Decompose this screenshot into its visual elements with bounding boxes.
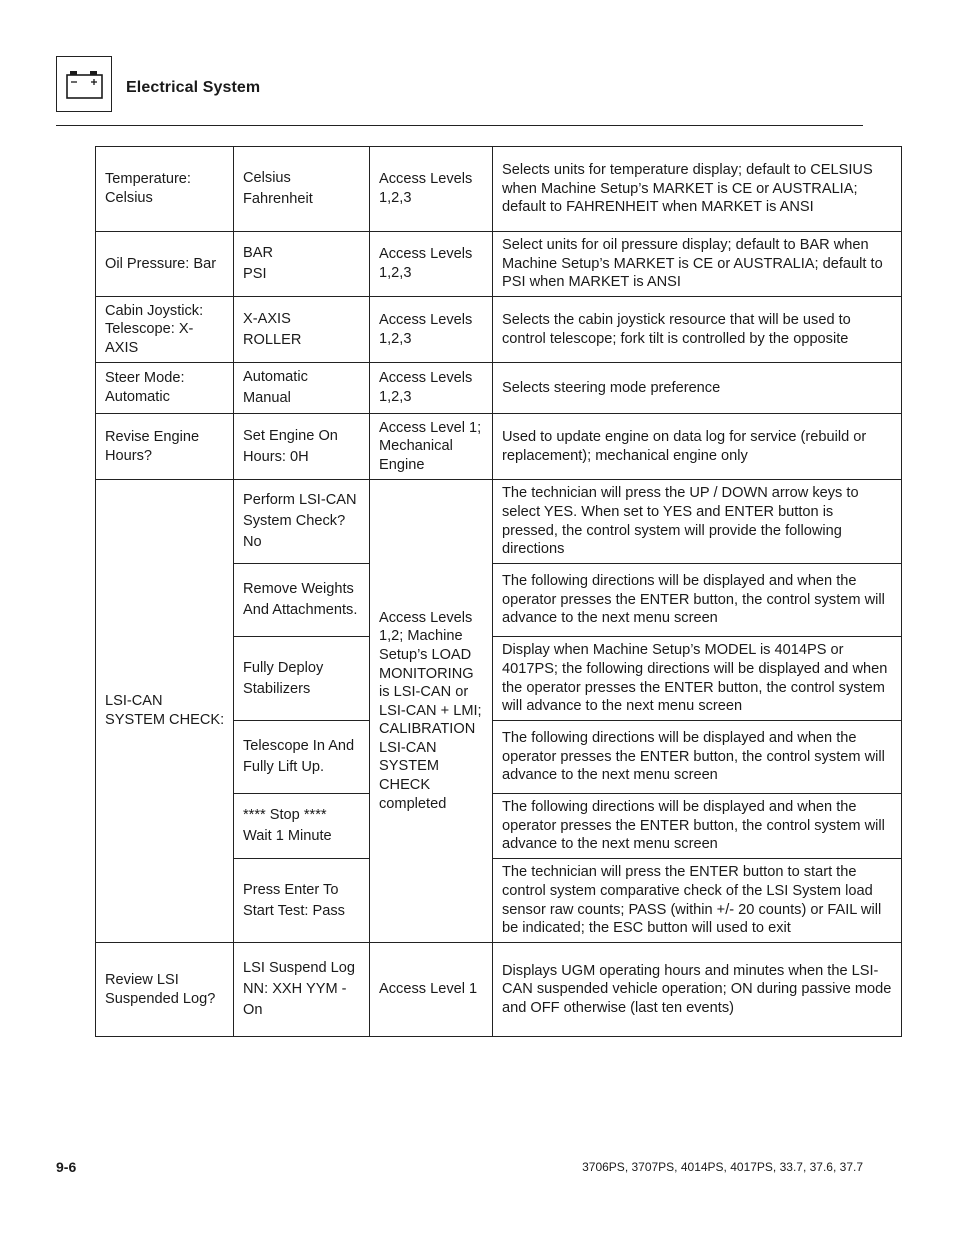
menu-item-cell: Temperature: Celsius: [96, 147, 234, 232]
option-text: BAR: [243, 245, 274, 261]
options-cell: [234, 363, 370, 414]
description-cell: Selects the cabin joystick resource that will be used to control telescope; fork tilt is controlled by the opposite: [493, 297, 902, 363]
table-row: [96, 363, 902, 414]
access-cell: Access Level 1: [370, 943, 493, 1037]
description-cell: Used to update engine on data log for service (rebuild or replacement); mechanical engine only: [493, 414, 902, 480]
option-text: Automatic: [243, 369, 308, 385]
option-text: PSI: [243, 266, 267, 282]
option-text: Celsius: [243, 170, 291, 186]
options-cell: Press Enter To Start Test: Pass: [234, 859, 370, 943]
option-text: Fahrenheit: [243, 191, 313, 207]
access-cell: Access Levels 1,2,3: [370, 232, 493, 297]
options-cell: [234, 147, 370, 232]
description-cell: Display when Machine Setup’s MODEL is 4014PS or 4017PS; the following directions will be displayed and when the operator presses the ENTER button, the control system will advance to the next menu screen: [493, 637, 902, 721]
access-cell: Access Levels 1,2,3: [370, 147, 493, 232]
options-cell: [234, 297, 370, 363]
options-cell: [234, 943, 370, 1037]
options-cell: Perform LSI-CAN System Check? No: [234, 480, 370, 564]
options-cell: [234, 794, 370, 859]
section-title: Electrical System: [126, 79, 261, 96]
menu-item-cell: Oil Pressure: Bar: [96, 232, 234, 297]
table-row: [96, 414, 902, 480]
options-cell: Set Engine On Hours: 0H: [234, 414, 370, 480]
option-text: **** Stop ****: [243, 807, 327, 823]
option-text: X-AXIS: [243, 310, 291, 327]
table-row: [96, 232, 902, 297]
battery-icon: [66, 71, 104, 99]
description-cell: The following directions will be displayed and when the operator presses the ENTER button, the control system will advance to the next menu screen: [493, 564, 902, 637]
option-text: ROLLER: [243, 331, 302, 348]
options-cell: Telescope In And Fully Lift Up.: [234, 721, 370, 794]
description-cell: The technician will press the UP / DOWN arrow keys to select YES. When set to YES and ENTER button is pressed, the control system will provide the following directions: [493, 480, 902, 564]
option-text: Manual: [243, 390, 291, 406]
options-cell: Remove Weights And Attachments.: [234, 564, 370, 637]
description-cell: The technician will press the ENTER button to start the control system comparative check of the LSI System load sensor raw counts; PASS (within +/- 20 counts) or FAIL will be indicated; the ESC button will used to exit: [493, 859, 902, 943]
table-row: [96, 480, 902, 564]
description-cell: Selects steering mode preference: [493, 363, 902, 414]
table-row: [96, 943, 902, 1037]
options-cell: [234, 232, 370, 297]
model-list: 3706PS, 3707PS, 4014PS, 4017PS, 33.7, 37.6, 37.7: [582, 1160, 863, 1174]
access-cell: Access Level 1; Mechanical Engine: [370, 414, 493, 480]
options-cell: Fully Deploy Stabilizers: [234, 637, 370, 721]
menu-item-cell: Review LSI Suspended Log?: [96, 943, 234, 1037]
description-cell: The following directions will be displayed and when the operator presses the ENTER button, the control system will advance to the next menu screen: [493, 721, 902, 794]
table-row: [96, 147, 902, 232]
section-icon-box: [56, 56, 112, 112]
description-cell: The following directions will be displayed and when the operator presses the ENTER button, the control system will advance to the next menu screen: [493, 794, 902, 859]
description-cell: Selects units for temperature display; default to CELSIUS when Machine Setup’s MARKET is CE or AUSTRALIA; default to FAHRENHEIT when MARKET is ANSI: [493, 147, 902, 232]
table-row: [96, 297, 902, 363]
page-number: 9-6: [56, 1159, 77, 1175]
header-divider: [56, 125, 863, 126]
access-cell: Access Levels 1,2; Machine Setup’s LOAD MONITORING is LSI-CAN or LSI-CAN + LMI; CALIBRATION LSI-CAN SYSTEM CHECK completed: [370, 480, 493, 943]
access-cell: Access Levels 1,2,3: [370, 363, 493, 414]
description-cell: Select units for oil pressure display; default to BAR when Machine Setup’s MARKET is CE or AUSTRALIA; default to PSI when MARKET is ANSI: [493, 232, 902, 297]
menu-settings-table: [95, 146, 902, 1037]
option-text: Wait 1 Minute: [243, 828, 332, 844]
menu-item-cell: LSI-CAN SYSTEM CHECK:: [96, 480, 234, 943]
option-text: LSI Suspend Log: [243, 960, 355, 976]
description-cell: Displays UGM operating hours and minutes when the LSI-CAN suspended vehicle operation; ON during passive mode and OFF otherwise (last ten events): [493, 943, 902, 1037]
menu-item-cell: Steer Mode: Automatic: [96, 363, 234, 414]
access-cell: Access Levels 1,2,3: [370, 297, 493, 363]
option-text: NN: XXH YYM - On: [243, 981, 347, 1018]
menu-item-cell: Revise Engine Hours?: [96, 414, 234, 480]
menu-item-cell: Cabin Joystick: Telescope: X-AXIS: [96, 297, 234, 363]
